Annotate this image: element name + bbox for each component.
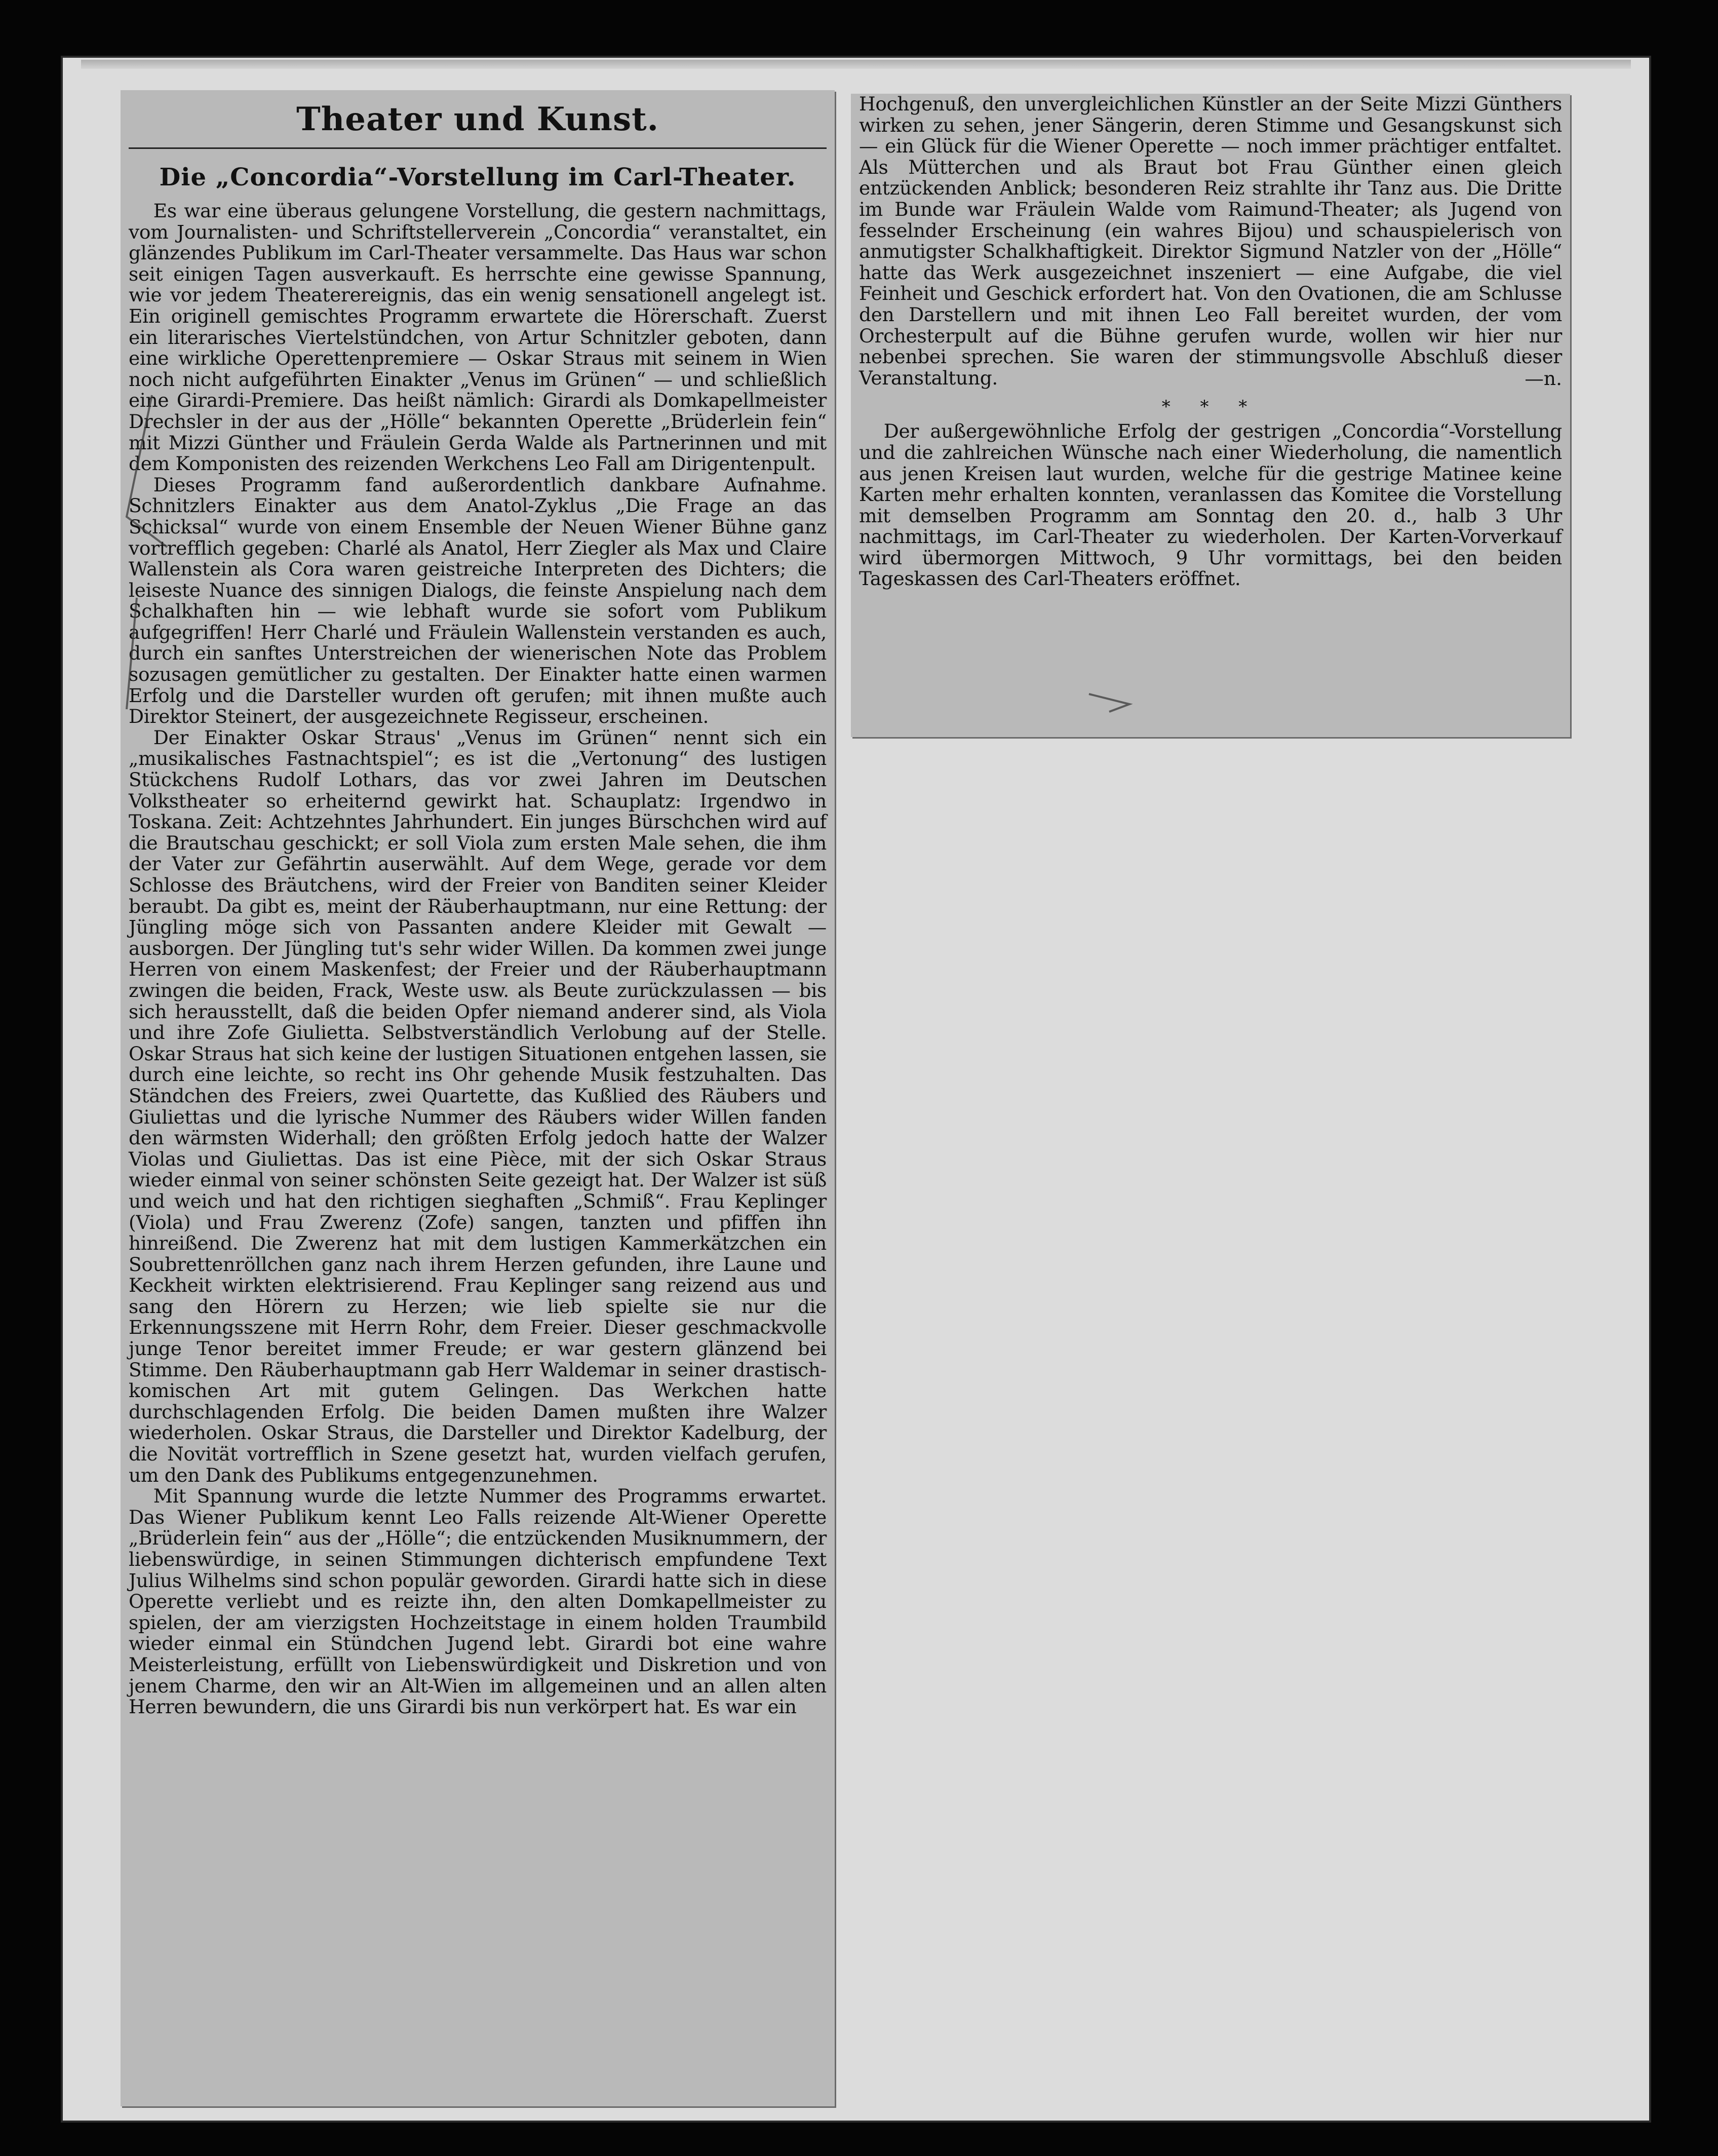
pencil-stroke-left-lower: [127, 598, 137, 709]
paragraph: Mit Spannung wurde die letzte Nummer des Programms erwartet. Das Wiener Publikum kennt Leo Falls reizende Alt-Wiener Operette „Brüderlein fein“ aus der „Hölle“; die entzückenden Musiknummern, der liebenswürdige, in seinen Stimmungen dichterisch empfundene Text Julius Wilhelms sind schon populär geworden. Girardi hatte sich in diese Operette verliebt und es reizte ihn, den alten Domkapellmeister zu spielen, der am vierzigsten Hochzeitstage in einem holden Traumbild wieder einmal ein Stündchen Jugend lebt. Girardi bot eine wahre Meisterleistung, erfüllt von Liebenswürdigkeit und Diskretion und von jenem Charme, den wir an Alt-Wien im allgemeinen und an allen alten Herren bewundern, die uns Girardi bis nun verkörpert hat. Es war ein: [129, 1485, 827, 1718]
pencil-stroke-left: [127, 395, 167, 547]
notice-paragraph: Der außergewöhnliche Erfolg der gestrigen „Concordia“-Vorstellung und die zahlreichen Wünsche nach einer Wiederholung, die namentlich aus jenen Kreisen laut wurden, welche für die gestrige Matinee keine Karten mehr erhalten konnten, veranlassen das Komitee die Vorstellung mit demselben Programm am Sonntag den 20. d., halb 3 Uhr nachmittags, im Carl-Theater zu wiederholen. Der Karten-Vorverkauf wird übermorgen Mittwoch, 9 Uhr vormittags, bei den beiden Tageskassen des Carl-Theaters eröffnet.: [859, 420, 1562, 590]
paragraph: Hochgenuß, den unvergleichlichen Künstler an der Seite Mizzi Günthers wirken zu sehen, jener Sängerin, deren Stimme und Gesangskunst sich — ein Glück für die Wiener Operette — noch immer prächtiger entfaltet. Als Mütterchen und als Braut bot Frau Günther einen gleich entzückenden Anblick; besonderen Reiz strahlte ihr Tanz aus. Die Dritte im Bunde war Fräulein Walde vom Raimund-Theater; als Jugend von fesselnder Erscheinung (ein wahres Bijou) und schauspielerisch von anmutigster Schalkhaftigkeit. Direktor Sigmund Natzler von der „Hölle“ hatte das Werk ausgezeichnet inszeniert — eine Aufgabe, die viel Feinheit und Geschick erfordert hat. Von den Ovationen, die am Schlusse den Darstellern und mit ihnen Leo Fall bereitet wurden, der vom Orchesterpult auf die Bühne gerufen wurde, wollen wir hier nur nebenbei sprechen. Sie waren der stimmungsvolle Abschluß dieser Veranstaltung.: [859, 94, 1562, 389]
author-signature: —n.: [1525, 367, 1562, 390]
article-title: Die „Concordia“-Vorstellung im Carl-Theater.: [159, 163, 796, 191]
paragraph: Es war eine überaus gelungene Vorstellung, die gestern nachmittags, vom Journalisten- und Schriftstellerverein „Concordia“ veranstaltet, ein glänzendes Publikum im Carl-Theater versammelte. Das Haus war schon seit einigen Tagen ausverkauft. Es herrschte eine gewisse Spannung, wie vor jedem Theaterereignis, das ein wenig sensationell angelegt ist. Ein originell gemischtes Programm erwartete die Hörerschaft. Zuerst ein literarisches Viertelstündchen, von Artur Schnitzler geboten, dann eine wirkliche Operettenpremiere — Oskar Straus mit seinem in Wien noch nicht aufgeführten Einakter „Venus im Grünen“ — und schließlich eine Girardi-Premiere. Das heißt nämlich: Girardi als Domkapellmeister Drechsler in der aus der „Hölle“ bekannten Operette „Brüderlein fein“ mit Mizzi Günther und Fräulein Gerda Walde als Partnerinnen und mit dem Komponisten des reizenden Werkchens Leo Fall am Dirigentenpult.: [129, 200, 827, 475]
section-header: Theater und Kunst.: [129, 100, 827, 149]
separator-stars: * * *: [1161, 397, 1260, 417]
paragraph: Dieses Programm fand außerordentlich dankbare Aufnahme. Schnitzlers Einakter aus dem Anatol-Zyklus „Die Frage an das Schicksal“ wurde von einem Ensemble der Neuen Wiener Bühne ganz vortrefflich gegeben: Charlé als Anatol, Herr Ziegler als Max und Claire Wallenstein als Cora waren geistreiche Interpreten des Dichters; die leiseste Nuance des sinnigen Dialogs, die feinste Anspielung nach dem Schalkhaften hin — wie lebhaft wurde sie sofort vom Publikum aufgegriffen! Herr Charlé und Fräulein Wallenstein verstanden es auch, durch ein sanftes Unterstreichen der wienerischen Note das Problem sozusagen gemütlicher zu gestalten. Der Einakter hatte einen warmen Erfolg und die Darsteller wurden oft gerufen; mit ihnen mußte auch Direktor Steinert, der ausgezeichnete Regisseur, erscheinen.: [129, 473, 827, 728]
paragraph: Der Einakter Oskar Straus' „Venus im Grünen“ nennt sich ein „musikalisches Fastnachtspiel“; es ist die „Vertonung“ des lustigen Stückchens Rudolf Lothars, das vor zwei Jahren im Deutschen Volkstheater so erheiternd gewirkt hat. Schauplatz: Irgendwo in Toskana. Zeit: Achtzehntes Jahrhundert. Ein junges Bürschchen wird auf die Brautschau geschickt; er soll Viola zum ersten Male sehen, die ihm der Vater zur Gefährtin auserwählt. Auf dem Wege, gerade vor dem Schlosse des Bräutchens, wird der Freier von Banditen seiner Kleider beraubt. Da gibt es, meint der Räuberhauptmann, nur eine Rettung: der Jüngling möge sich von Passanten andere Kleider mit Gewalt — ausborgen. Der Jüngling tut's sehr wider Willen. Da kommen zwei junge Herren von einem Maskenfest; der Freier und der Räuberhauptmann zwingen die beiden, Frack, Weste usw. als Beute zurückzulassen — bis sich herausstellt, daß die beiden Opfer niemand anderer sind, als Viola und ihre Zofe Giulietta. Selbstverständlich Verlobung auf der Stelle. Oskar Straus hat sich keine der lustigen Situationen entgehen lassen, sie durch eine leichte, so recht ins Ohr gehende Musik festzuhalten. Das Ständchen des Freiers, zwei Quartette, das Kußlied des Räubers und Giuliettas und die lyrische Nummer des Räubers wider Willen fanden den wärmsten Widerhall; den größten Erfolg jedoch hatte der Walzer Violas und Giuliettas. Das ist eine Pièce, mit der sich Oskar Straus wieder einmal von seiner schönsten Seite gezeigt hat. Der Walzer ist süß und weich und hat den richtigen sieghaften „Schmiß“. Frau Keplinger (Viola) und Frau Zwerenz (Zofe) sangen, tanzten und pfiffen ihn hinreißend. Die Zwerenz hat mit dem lustigen Kammerkätzchen ein Soubrettenröllchen ganz nach ihrem Herzen gefunden, ihre Laune und Keckheit wirkten elektrisierend. Frau Keplinger sang reizend aus und sang den Hörern zu Herzen; wie lieb spielte sie nur die Erkennungsszene mit Herrn Rohr, dem Freier. Dieser geschmackvolle junge Tenor bereitet immer Freude; er war gestern glänzend bei Stimme. Den Räuberhauptmann gab Herr Waldemar in seiner drastisch-komischen Art mit gutem Gelingen. Das Werkchen hatte durchschlagenden Erfolg. Die beiden Damen mußten ihre Walzer wiederholen. Oskar Straus, die Darsteller und Direktor Kadelburg, der die Novität vortrefflich in Szene gesetzt hat, wurden vielfach gerufen, um den Dank des Publikums entgegenzunehmen.: [129, 726, 827, 1486]
pencil-stroke-right: [1089, 694, 1129, 712]
